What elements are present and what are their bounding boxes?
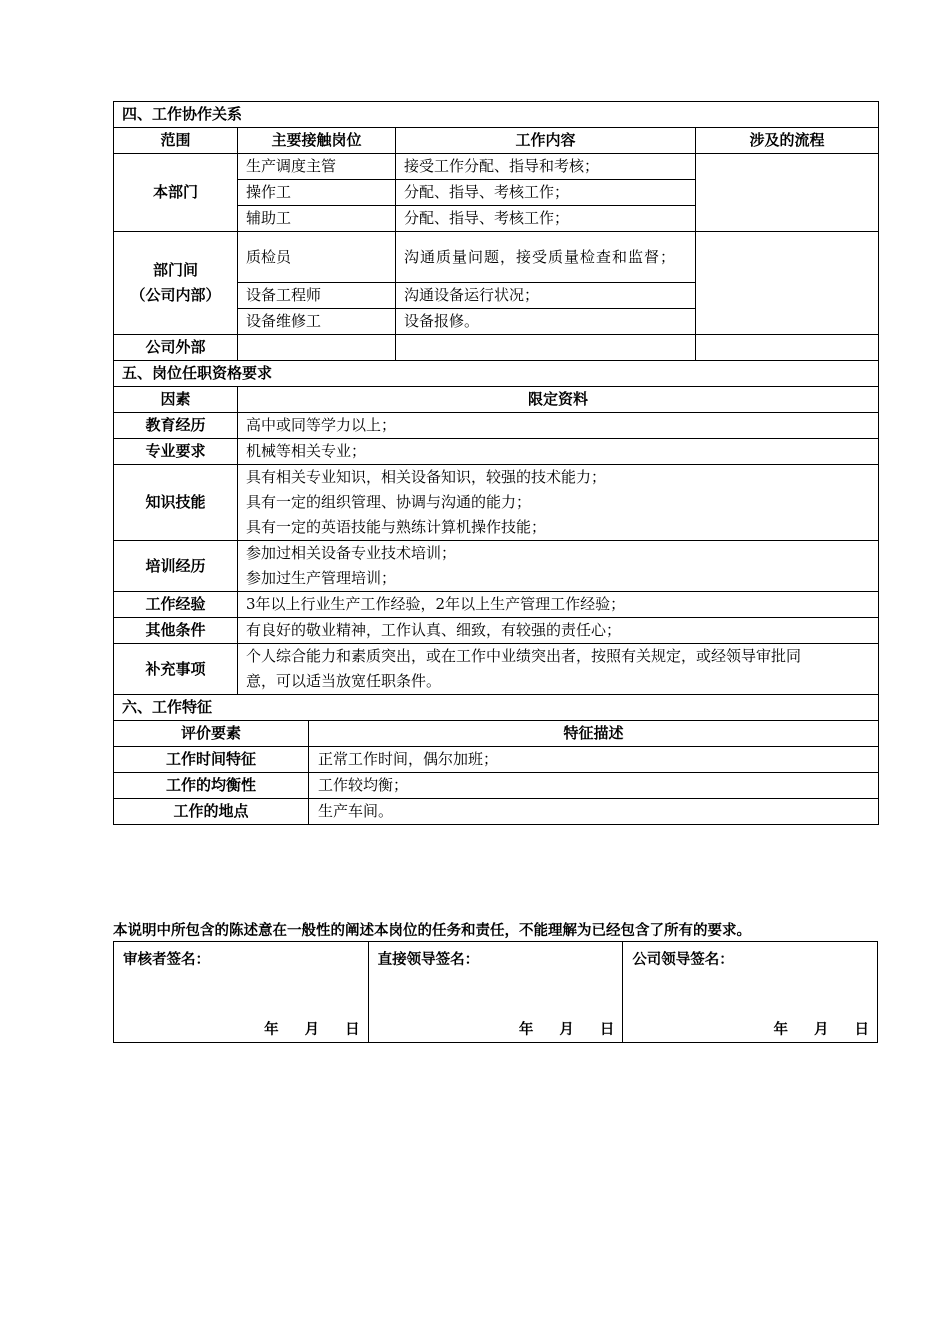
main-table <box>113 101 879 695</box>
contact-post: 辅助工 <box>238 206 396 232</box>
work-content <box>396 335 696 361</box>
factor-label: 培训经历 <box>114 541 238 592</box>
scope-external: 公司外部 <box>114 335 238 361</box>
contact-post <box>238 335 396 361</box>
contact-post: 设备工程师 <box>238 283 396 309</box>
requirement-line: 具有相关专业知识，相关设备知识，较强的技术能力； <box>246 468 607 486</box>
feature-desc: 生产车间。 <box>309 799 879 825</box>
factor-label: 补充事项 <box>114 644 238 695</box>
header-eval-factor: 评价要素 <box>114 721 309 747</box>
requirement-text <box>238 465 879 541</box>
contact-post: 生产调度主管 <box>238 154 396 180</box>
signature-cell-reviewer[interactable] <box>114 942 369 1043</box>
header-process: 涉及的流程 <box>696 128 879 154</box>
requirement-line: 参加过生产管理培训； <box>246 569 397 587</box>
date-month: 月 <box>559 1022 574 1038</box>
requirement-text: 高中或同等学力以上； <box>238 413 879 439</box>
job-description-form <box>113 101 878 825</box>
date-year: 年 <box>773 1022 788 1038</box>
header-scope: 范围 <box>114 128 238 154</box>
date-day: 日 <box>599 1022 615 1038</box>
scope-inter-dept-line1: 部门间 <box>152 261 198 279</box>
process-cell <box>696 335 879 361</box>
feature-desc: 工作较均衡； <box>309 773 879 799</box>
disclaimer-note: 本说明中所包含的陈述意在一般性的阐述本岗位的任务和责任，不能理解为已经包含了所有的要求。 <box>113 923 751 939</box>
section4-title: 四、工作协作关系 <box>114 102 879 128</box>
header-feature-desc: 特征描述 <box>309 721 879 747</box>
eval-factor: 工作的均衡性 <box>114 773 309 799</box>
scope-inter-dept-line2: （公司内部） <box>130 286 221 304</box>
eval-factor: 工作的地点 <box>114 799 309 825</box>
factor-label: 工作经验 <box>114 592 238 618</box>
signature-cell-company-leader[interactable] <box>623 942 878 1043</box>
scope-inter-dept <box>114 232 238 335</box>
date-day: 日 <box>345 1022 360 1038</box>
signature-date <box>238 1018 360 1039</box>
requirement-line: 个人综合能力和素质突出，或在工作中业绩突出者，按照有关规定，或经领导审批同 <box>246 647 802 665</box>
work-content: 接受工作分配、指导和考核； <box>396 154 696 180</box>
signature-date <box>748 1018 870 1039</box>
factor-label: 其他条件 <box>114 618 238 644</box>
section5-title: 五、岗位任职资格要求 <box>114 361 879 387</box>
date-year: 年 <box>518 1022 534 1038</box>
requirement-line: 参加过相关设备专业技术培训； <box>246 544 457 562</box>
factor-label: 专业要求 <box>114 439 238 465</box>
requirement-line: 意，可以适当放宽任职条件。 <box>246 672 442 690</box>
signature-label: 审核者签名： <box>123 952 210 968</box>
date-month: 月 <box>814 1022 829 1038</box>
section6-title: 六、工作特征 <box>114 695 879 721</box>
signature-date <box>493 1018 615 1039</box>
work-content: 沟通设备运行状况； <box>396 283 696 309</box>
header-factor: 因素 <box>114 387 238 413</box>
factor-label: 知识技能 <box>114 465 238 541</box>
work-content: 分配、指导、考核工作； <box>396 180 696 206</box>
eval-factor: 工作时间特征 <box>114 747 309 773</box>
feature-desc: 正常工作时间，偶尔加班； <box>309 747 879 773</box>
work-content: 设备报修。 <box>396 309 696 335</box>
contact-post: 操作工 <box>238 180 396 206</box>
requirement-line: 具有一定的组织管理、协调与沟通的能力； <box>246 493 532 511</box>
requirement-text: 机械等相关专业； <box>238 439 879 465</box>
contact-post: 质检员 <box>238 232 396 283</box>
requirement-text <box>238 644 879 695</box>
signature-label: 直接领导签名： <box>377 952 480 968</box>
process-cell <box>696 232 879 335</box>
date-month: 月 <box>304 1022 320 1038</box>
work-content: 沟通质量问题，接受质量检查和监督； <box>396 232 696 283</box>
header-requirement: 限定资料 <box>238 387 879 413</box>
date-day: 日 <box>854 1022 869 1038</box>
requirement-text: 有良好的敬业精神，工作认真、细致，有较强的责任心； <box>238 618 879 644</box>
scope-own-dept: 本部门 <box>114 154 238 232</box>
process-cell <box>696 154 879 232</box>
header-work-content: 工作内容 <box>396 128 696 154</box>
requirement-text: 3年以上行业生产工作经验，2年以上生产管理工作经验； <box>238 592 879 618</box>
signature-table <box>113 941 878 1043</box>
requirement-text <box>238 541 879 592</box>
signature-cell-direct-leader[interactable] <box>368 942 623 1043</box>
section6-table <box>113 694 879 825</box>
factor-label: 教育经历 <box>114 413 238 439</box>
signature-label: 公司领导签名： <box>632 952 734 968</box>
header-contact-post: 主要接触岗位 <box>238 128 396 154</box>
requirement-line: 具有一定的英语技能与熟练计算机操作技能； <box>246 518 547 536</box>
work-content: 分配、指导、考核工作； <box>396 206 696 232</box>
contact-post: 设备维修工 <box>238 309 396 335</box>
date-year: 年 <box>264 1022 279 1038</box>
